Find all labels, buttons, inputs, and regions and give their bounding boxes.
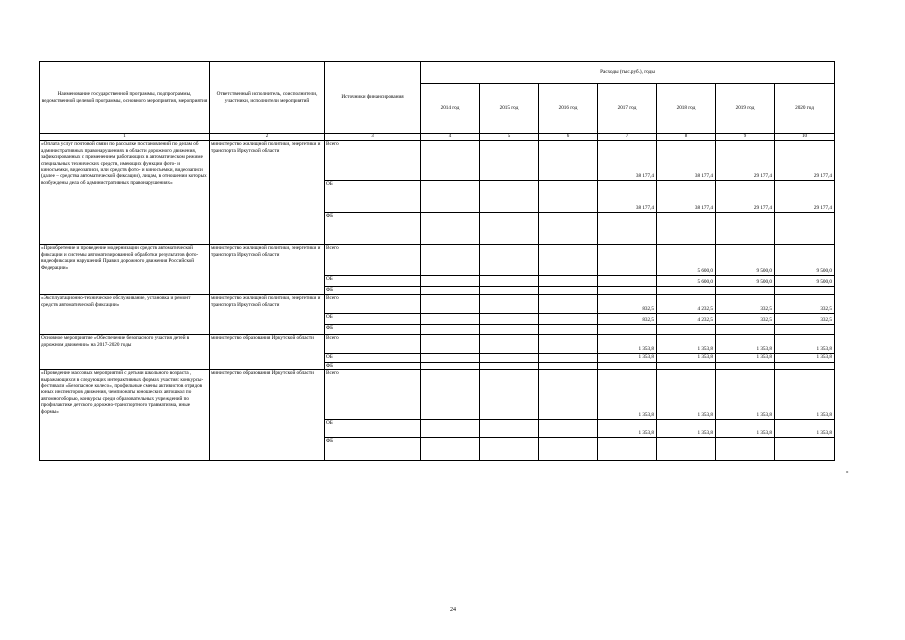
expense-value: 4 232,5 (657, 295, 716, 314)
expense-value (480, 213, 539, 245)
expense-value (421, 276, 480, 287)
expense-value (421, 354, 480, 362)
expense-value (480, 438, 539, 461)
funding-source: ФБ (325, 213, 421, 245)
expense-value: 1 353,8 (716, 420, 775, 438)
expense-value (480, 141, 539, 181)
funding-source: ОБ (325, 276, 421, 287)
expense-value (539, 325, 598, 335)
table-body (40, 141, 835, 461)
expense-value (539, 295, 598, 314)
expense-value: 38 177,4 (598, 181, 657, 213)
header-year: 2019 год (716, 84, 775, 134)
expense-value (657, 213, 716, 245)
column-number: 2 (210, 134, 325, 141)
expense-value (598, 276, 657, 287)
expense-value: 1 353,8 (657, 335, 716, 354)
expense-value: 332,5 (775, 295, 835, 314)
expense-value (421, 314, 480, 325)
side-mark: » (846, 470, 849, 475)
expense-value (657, 325, 716, 335)
table-row (40, 370, 835, 420)
funding-source: ОБ (325, 181, 421, 213)
expense-value (421, 287, 480, 295)
expense-value: 1 353,8 (657, 420, 716, 438)
activity-executor: министерство жилищной политики, энергетики и транспорта Иркутской области (210, 295, 325, 335)
expense-value (716, 325, 775, 335)
header-year: 2014 год (421, 84, 480, 134)
activity-name: «Эксплуатационно-техническое обслуживание, установка и ремонт средств автоматической фиксации» (40, 295, 210, 335)
activity-executor: министерство образования Иркутской области (210, 335, 325, 370)
expense-value (598, 325, 657, 335)
expense-value (480, 325, 539, 335)
header-year: 2015 год (480, 84, 539, 134)
expense-value (539, 335, 598, 354)
expense-value: 9 500,0 (716, 245, 775, 276)
table-row (40, 335, 835, 354)
funding-source: ОБ (325, 354, 421, 362)
expense-value: 29 177,4 (775, 141, 835, 181)
header-executor: Ответственный исполнитель, соисполнители, участники, исполнители мероприятий (210, 62, 325, 134)
expense-value (539, 354, 598, 362)
expense-value (480, 287, 539, 295)
expense-value (480, 181, 539, 213)
expense-value (716, 362, 775, 369)
expense-value (716, 287, 775, 295)
header-row-1 (40, 62, 835, 84)
funding-source: ОБ (325, 314, 421, 325)
expense-value: 1 353,8 (716, 354, 775, 362)
expense-value (421, 335, 480, 354)
expense-value: 1 353,8 (598, 335, 657, 354)
expense-value (421, 370, 480, 420)
expense-value (539, 287, 598, 295)
table-row (40, 295, 835, 314)
column-number: 8 (657, 134, 716, 141)
header-year: 2020 год (775, 84, 835, 134)
expense-value (539, 362, 598, 369)
expense-value: 1 353,8 (775, 420, 835, 438)
expense-value (421, 325, 480, 335)
expense-value (598, 287, 657, 295)
table-row (40, 245, 835, 276)
expense-value (775, 213, 835, 245)
activity-executor: министерство жилищной политики, энергетики и транспорта Иркутской области (210, 141, 325, 245)
funding-source: ОБ (325, 420, 421, 438)
activity-executor: министерство жилищной политики, энергетики и транспорта Иркутской области (210, 245, 325, 295)
column-number: 7 (598, 134, 657, 141)
expense-value (598, 245, 657, 276)
expense-value (539, 213, 598, 245)
expense-value (421, 181, 480, 213)
expense-value (480, 354, 539, 362)
expense-value (480, 370, 539, 420)
expense-value (716, 213, 775, 245)
expense-value (421, 141, 480, 181)
expense-value: 1 353,8 (716, 370, 775, 420)
expense-value (539, 420, 598, 438)
funding-source: ФБ (325, 362, 421, 369)
activity-executor: министерство образования Иркутской области (210, 370, 325, 461)
expense-value (539, 438, 598, 461)
activity-name: «Оплата услуг почтовой связи по рассылке постановлений по делам об административных правонарушениях в области дорожного движения, зафиксированных с применением работающих в автоматическом режиме специальных технических средств, имеющих функции фото- и киносъемки, видеозаписи, или средств фото- и киносъемки, видеозаписи (далее – средства автоматической фиксации), лицам, в отношении которых возбуждены дела об административных правонарушениях» (40, 141, 210, 245)
expense-value: 29 177,4 (716, 181, 775, 213)
expense-value (539, 370, 598, 420)
header-year: 2017 год (598, 84, 657, 134)
expenses-table (39, 61, 835, 461)
funding-source: ФБ (325, 438, 421, 461)
expense-value: 1 353,8 (657, 370, 716, 420)
column-number: 10 (775, 134, 835, 141)
expense-value (775, 362, 835, 369)
expense-value (657, 362, 716, 369)
expense-value: 29 177,4 (716, 141, 775, 181)
expense-value (480, 276, 539, 287)
column-number: 5 (480, 134, 539, 141)
expense-value: 38 177,4 (657, 181, 716, 213)
expense-value (598, 438, 657, 461)
funding-source: Всего (325, 141, 421, 181)
header-expenses: Расходы (тыс.руб.), годы (421, 62, 835, 84)
expense-value: 332,5 (775, 314, 835, 325)
expense-value (539, 245, 598, 276)
expense-value (480, 362, 539, 369)
activity-name: «Приобретение и проведение модернизации средств автоматической фиксации и системы автоматизированной обработки результатов фото-видеофиксации нарушений Правил дорожного движения Российской Федерации» (40, 245, 210, 295)
header-name: Наименование государственной программы, подпрограммы, ведомственной целевой программы, основного мероприятия, мероприятия (40, 62, 210, 134)
header-source: Источники финансирования (325, 62, 421, 134)
activity-name: Основное мероприятие «Обеспечение безопасного участия детей в дорожном движении» на 2017-2020 годы (40, 335, 210, 370)
expense-value: 1 353,8 (775, 354, 835, 362)
expense-value: 332,5 (716, 314, 775, 325)
expense-value (657, 438, 716, 461)
column-number: 3 (325, 134, 421, 141)
expense-value: 4 232,5 (657, 314, 716, 325)
expense-value (657, 287, 716, 295)
expense-value: 9 500,0 (775, 245, 835, 276)
expense-value: 1 353,8 (598, 420, 657, 438)
expense-value (421, 438, 480, 461)
column-number: 4 (421, 134, 480, 141)
funding-source: ФБ (325, 325, 421, 335)
expense-value: 332,5 (716, 295, 775, 314)
page-number: 24 (450, 607, 456, 613)
expense-value (539, 276, 598, 287)
column-number: 9 (716, 134, 775, 141)
expense-value: 5 600,0 (657, 276, 716, 287)
header-year: 2018 год (657, 84, 716, 134)
expense-value (775, 287, 835, 295)
column-number: 1 (40, 134, 210, 141)
expense-value (539, 181, 598, 213)
expense-value (421, 420, 480, 438)
expense-value (480, 420, 539, 438)
expense-value: 1 353,8 (657, 354, 716, 362)
expense-value (539, 314, 598, 325)
expense-value: 29 177,4 (775, 181, 835, 213)
activity-name: «Проведение массовых мероприятий с детьми школьного возраста , выражающихся в следующих интерактивных формах участия: конкурсы-фестивали «Безопасное колесо», профильные смены активистов отрядов юных инспекторов движения, чемпионаты юношеских автошкол по автомногоборью, конкурсы среди образовательных учреждений по профилактике детского дорожно-транспортного травматизма, иные формы» (40, 370, 210, 461)
expense-value: 832,5 (598, 295, 657, 314)
column-number: 6 (539, 134, 598, 141)
expense-value (480, 295, 539, 314)
expense-value: 38 177,4 (598, 141, 657, 181)
expense-value: 1 353,8 (598, 354, 657, 362)
expense-value (480, 335, 539, 354)
funding-source: ФБ (325, 287, 421, 295)
expense-value (421, 295, 480, 314)
column-number-row (40, 134, 835, 141)
expense-value: 9 500,0 (775, 276, 835, 287)
expense-value (421, 213, 480, 245)
funding-source: Всего (325, 370, 421, 420)
expense-value (716, 438, 775, 461)
funding-source: Всего (325, 335, 421, 354)
expense-value (598, 362, 657, 369)
expense-value: 1 353,8 (775, 370, 835, 420)
expense-value: 5 600,0 (657, 245, 716, 276)
expense-value (480, 245, 539, 276)
expense-value: 1 353,8 (598, 370, 657, 420)
table-row (40, 141, 835, 181)
expense-value (421, 362, 480, 369)
expense-value (539, 141, 598, 181)
expense-value (775, 325, 835, 335)
expense-value: 9 500,0 (716, 276, 775, 287)
expense-value (421, 245, 480, 276)
expense-value: 1 353,8 (775, 335, 835, 354)
expense-value: 1 353,8 (716, 335, 775, 354)
expense-value (480, 314, 539, 325)
funding-source: Всего (325, 245, 421, 276)
header-year: 2016 год (539, 84, 598, 134)
expense-value (775, 438, 835, 461)
expense-value (598, 213, 657, 245)
expense-value: 832,5 (598, 314, 657, 325)
funding-source: Всего (325, 295, 421, 314)
expense-value: 38 177,4 (657, 141, 716, 181)
